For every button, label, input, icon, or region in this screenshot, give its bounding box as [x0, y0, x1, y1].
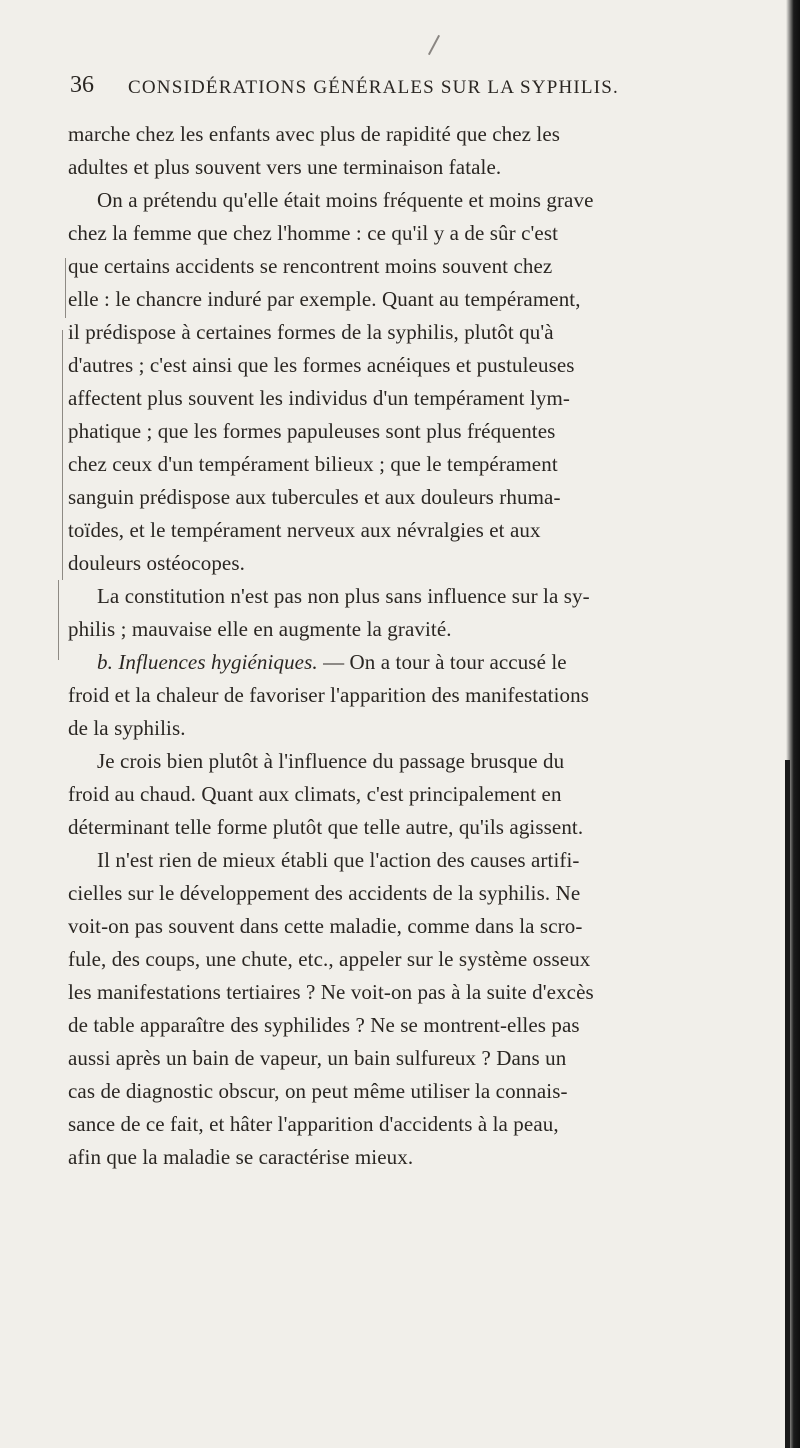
- text-line: d'autres ; c'est ainsi que les formes acnéiques et pustuleuses: [68, 353, 575, 377]
- margin-line: [65, 258, 66, 318]
- running-title: CONSIDÉRATIONS GÉNÉRALES SUR LA SYPHILIS.: [128, 77, 619, 98]
- text-line: On a prétendu qu'elle était moins fréquente et moins grave: [97, 188, 594, 212]
- text-line: afin que la maladie se caractérise mieux.: [68, 1145, 414, 1169]
- text-line: froid et la chaleur de favoriser l'apparition des manifestations: [68, 683, 589, 707]
- text-line-rest: — On a tour à tour accusé le: [323, 650, 567, 674]
- text-line: marche chez les enfants avec plus de rapidité que chez les: [68, 122, 561, 146]
- text-line: cas de diagnostic obscur, on peut même utiliser la connais-: [68, 1079, 568, 1103]
- text-line: chez ceux d'un tempérament bilieux ; que le tempérament: [68, 452, 558, 476]
- text-line: adultes et plus souvent vers une terminaison fatale.: [68, 155, 502, 179]
- text-line: de table apparaître des syphilides ? Ne se montrent-elles pas: [68, 1013, 580, 1037]
- text-line: il prédispose à certaines formes de la syphilis, plutôt qu'à: [68, 320, 554, 344]
- text-line: déterminant telle forme plutôt que telle autre, qu'ils agissent.: [68, 815, 584, 839]
- text-line: aussi après un bain de vapeur, un bain sulfureux ? Dans un: [68, 1046, 567, 1070]
- text-line: chez la femme que chez l'homme : ce qu'il y a de sûr c'est: [68, 221, 559, 245]
- text-line: douleurs ostéocopes.: [68, 551, 245, 575]
- text-line: elle : le chancre induré par exemple. Quant au tempérament,: [68, 287, 581, 311]
- text-line: voit-on pas souvent dans cette maladie, comme dans la scro-: [68, 914, 583, 938]
- section-line: [68, 646, 792, 679]
- text-line: fule, des coups, une chute, etc., appeler sur le système osseux: [68, 947, 591, 971]
- page-header: [70, 70, 720, 102]
- text-line: cielles sur le développement des accidents de la syphilis. Ne: [68, 881, 581, 905]
- page-mark: [428, 35, 440, 55]
- margin-line: [62, 330, 63, 580]
- margin-line: [58, 580, 59, 660]
- text-line: Je crois bien plutôt à l'influence du passage brusque du: [97, 749, 565, 773]
- text-line: affectent plus souvent les individus d'un tempérament lym-: [68, 386, 571, 410]
- text-line: philis ; mauvaise elle en augmente la gravité.: [68, 617, 452, 641]
- text-line: toïdes, et le tempérament nerveux aux névralgies et aux: [68, 518, 541, 542]
- text-line: de la syphilis.: [68, 716, 186, 740]
- section-heading: Influences hygiéniques.: [118, 650, 318, 674]
- body-text: [68, 118, 792, 1174]
- text-line: que certains accidents se rencontrent moins souvent chez: [68, 254, 553, 278]
- text-line: Il n'est rien de mieux établi que l'action des causes artifi-: [97, 848, 580, 872]
- text-line: les manifestations tertiaires ? Ne voit-on pas à la suite d'excès: [68, 980, 594, 1004]
- text-line: sance de ce fait, et hâter l'apparition d'accidents à la peau,: [68, 1112, 559, 1136]
- text-line: froid au chaud. Quant aux climats, c'est principalement en: [68, 782, 562, 806]
- text-line: sanguin prédispose aux tubercules et aux douleurs rhuma-: [68, 485, 561, 509]
- section-label: b.: [97, 650, 113, 674]
- text-line: phatique ; que les formes papuleuses sont plus fréquentes: [68, 419, 556, 443]
- text-line: La constitution n'est pas non plus sans influence sur la sy-: [97, 584, 590, 608]
- page-number: 36: [70, 72, 94, 98]
